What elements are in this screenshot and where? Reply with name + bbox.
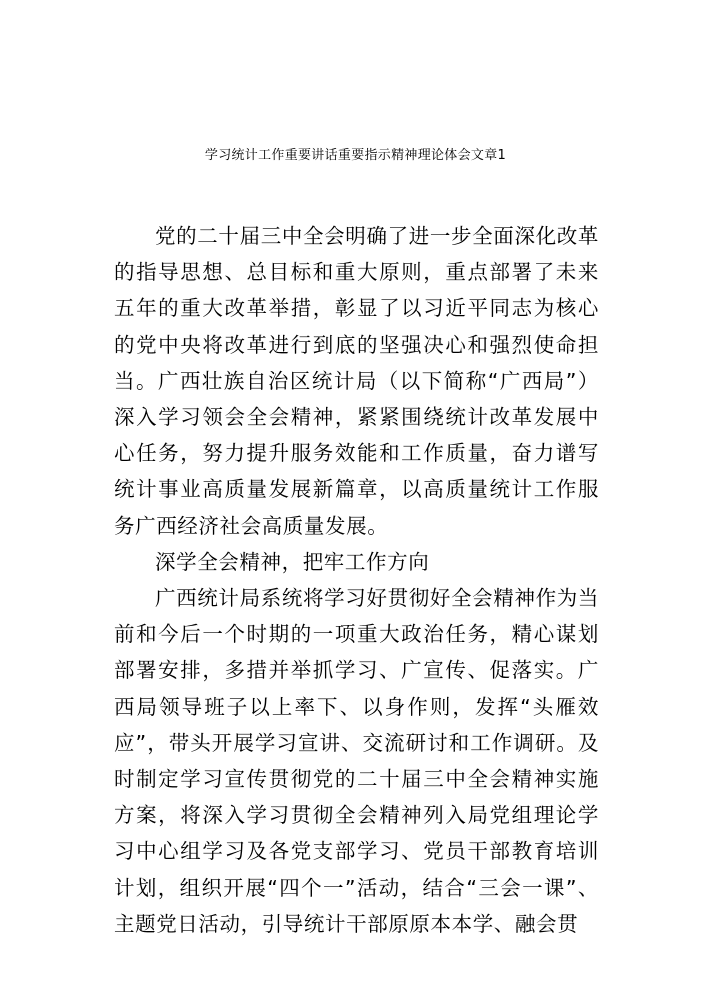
paragraph-intro: 党的二十届三中全会明确了进一步全面深化改革的指导思想、总目标和重大原则，重点部署了未来五年的重大改革举措，彰显了以习近平同志为核心的党中央将改革进行到底的坚强决心和强烈使命担当。广西壮族自治区统计局（以下简称“广西局”）深入学习领会全会精神，紧紧围绕统计改革发展中心任务，努力提升服务效能和工作质量，奋力谱写统计事业高质量发展新篇章，以高质量统计工作服务广西经济社会高质量发展。 [114,224,599,538]
paragraph-study: 广西统计局系统将学习好贯彻好全会精神作为当前和今后一个时期的一项重大政治任务，精心谋划部署安排，多措并举抓学习、广宣传、促落实。广西局领导班子以上率下、以身作则，发挥“头雁效应”，带头开展学习宣讲、交流研讨和工作调研。及时制定学习宣传贯彻党的二十届三中全会精神实施方案，将深入学习贯彻全会精神列入局党组理论学习中心组学习及各党支部学习、党员干部教育培训计划，组织开展“四个一”活动，结合“三会一课”、主题党日活动，引导统计干部原原本本学、融会贯 [114,586,599,936]
document-title: 学习统计工作重要讲话重要指示精神理论体会文章1 [204,148,507,163]
section-heading: 深学全会精神，把牢工作方向 [155,549,430,574]
document-body [114,218,599,942]
